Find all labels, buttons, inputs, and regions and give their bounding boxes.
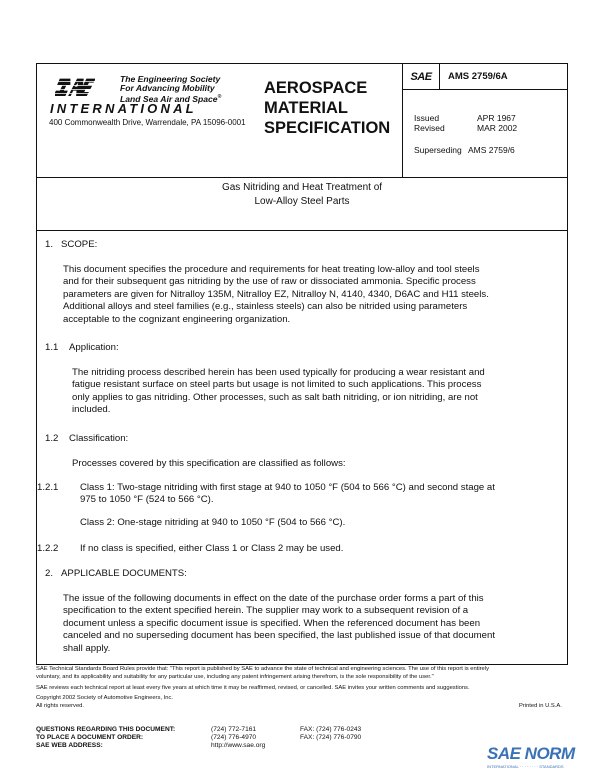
text-line: fatigue resistant surface on steel parts but usage is not limited to such applications. This process — [72, 379, 482, 391]
watermark-text: SAE NORM — [487, 744, 575, 763]
section-1-2-2-number: 1.2.2 — [37, 543, 59, 554]
title-line-2: MATERIAL — [264, 99, 349, 117]
text-line: Class 2: One-stage nitriding at 940 to 1050 °F (504 to 566 °C). — [80, 517, 346, 528]
section-1-heading — [45, 239, 97, 251]
section-title: SCOPE: — [61, 239, 98, 250]
text-line: 975 to 1050 °F (524 to 566 °C). — [80, 494, 214, 506]
small-sae-logo — [403, 64, 440, 89]
footnote-line: voluntary, and its applicability and suitability for any particular use, including any patent infringement arising therefrom, is the sole responsibility of the user." — [36, 674, 434, 680]
section-title: APPLICABLE DOCUMENTS: — [61, 568, 187, 579]
copyright: Copyright 2002 Society of Automotive Engineers, Inc. — [36, 695, 173, 701]
issued-label: Issued — [414, 113, 440, 123]
superseding-label: Superseding — [414, 145, 462, 155]
sae-logo — [55, 74, 95, 102]
scope-paragraph — [63, 264, 489, 326]
web-address-link[interactable]: http://www.sae.org — [211, 742, 266, 749]
subtitle-line-1: Gas Nitriding and Heat Treatment of — [221, 182, 383, 193]
text-line: Additional alloys and steel families (e.g., stainless steels) can also be nitrided using parameters — [63, 301, 468, 313]
text-line: canceled and no superseding document has been specified, the last published issue of that document — [63, 630, 496, 642]
spec-number: AMS 2759/6A — [448, 71, 508, 82]
section-2-heading — [45, 568, 187, 580]
class-2-paragraph — [80, 517, 345, 529]
text-line: If no class is specified, either Class 1 or Class 2 may be used. — [80, 543, 344, 554]
text-line: document unless a specific document issue is specified. When the referenced document has been — [63, 617, 481, 629]
section-number: 1. — [45, 239, 54, 250]
section-number: 2. — [45, 568, 54, 579]
subtitle-line-2: Low-Alloy Steel Parts — [254, 196, 350, 207]
text-line: acceptable to the cognizant engineering organization. — [63, 313, 291, 325]
text-line: The nitriding process described herein has been used typically for producing a wear resistant and — [72, 367, 485, 378]
text-line: shall apply. — [63, 642, 111, 654]
section-title: Classification: — [69, 433, 129, 444]
classification-paragraph — [72, 458, 346, 470]
revised-label: Revised — [414, 123, 445, 133]
revised-value: MAR 2002 — [477, 123, 518, 133]
contact-label: SAE WEB ADDRESS: — [36, 742, 103, 749]
section-number: 1.2 — [45, 433, 59, 444]
rights-reserved: All rights reserved. — [36, 703, 85, 709]
header — [37, 64, 567, 178]
subtitle-divider — [37, 230, 567, 231]
section-1-2-heading — [45, 433, 128, 445]
contact-fax: FAX: (724) 776-0243 — [300, 726, 362, 733]
printed-in: Printed in U.S.A. — [519, 703, 562, 709]
spec-number-row — [403, 64, 568, 90]
text-line: and for their subsequent gas nitriding by the use of raw or dissociated ammonia. Specific process — [63, 276, 476, 288]
text-line: specification to the extent specified herein. The supplier may work to a subsequent revision of a — [63, 605, 469, 617]
text-line: included. — [72, 404, 111, 416]
text-line: This document specifies the procedure and requirements for heat treating low-alloy and tool steels — [63, 264, 480, 275]
sae-norm-watermark — [487, 744, 597, 772]
issued-row — [414, 113, 516, 123]
international-label: INTERNATIONAL — [50, 101, 197, 116]
revised-row — [414, 123, 518, 133]
contact-label: TO PLACE A DOCUMENT ORDER: — [36, 734, 144, 741]
title-line-3: SPECIFICATION — [264, 119, 391, 137]
section-1-2-1-number: 1.2.1 — [37, 482, 59, 493]
document-frame — [36, 63, 568, 665]
text-line: Class 1: Two-stage nitriding with first stage at 940 to 1050 °F (504 to 566 °C) and second stage at — [80, 482, 495, 493]
contact-fax: FAX: (724) 776-0790 — [300, 734, 362, 741]
footnote-line: SAE Technical Standards Board Rules provide that: "This report is published by SAE to advance the state of technical and engineering sciences. The use of this report is entirely — [36, 666, 489, 672]
section-1-1-heading — [45, 342, 119, 354]
applicable-documents-paragraph — [63, 593, 495, 655]
document-subtitle — [37, 181, 567, 209]
title-line-1: AEROSPACE — [264, 79, 368, 97]
superseding-row — [414, 145, 515, 155]
text-line: The issue of the following documents in effect on the date of the purchase order forms a part of this — [63, 593, 484, 604]
contact-phone: (724) 772-7161 — [211, 726, 257, 733]
contact-label: QUESTIONS REGARDING THIS DOCUMENT: — [36, 726, 176, 733]
section-number: 1.1 — [45, 342, 59, 353]
issued-value: APR 1967 — [477, 113, 516, 123]
contact-phone: (724) 776-4970 — [211, 734, 257, 741]
society-line-1: The Engineering Society — [120, 74, 221, 84]
spec-title — [264, 78, 390, 138]
application-paragraph — [72, 367, 485, 417]
small-logo-text: SAE — [410, 70, 432, 83]
class-1-paragraph — [80, 482, 495, 507]
text-line: only applies to gas nitriding. Other processes, such as salt bath nitriding, or ion nitriding, are not — [72, 391, 478, 403]
footnote-line: SAE reviews each technical report at least every five years at which time it may be reaffirmed, revised, or cancelled. SAE invites your written comments and suggestions. — [36, 685, 470, 691]
society-line-3: Land Sea Air and Space — [120, 93, 218, 104]
registered-mark: ® — [217, 94, 222, 100]
superseding-value: AMS 2759/6 — [468, 145, 515, 155]
address: 400 Commonwealth Drive, Warrendale, PA 15096-0001 — [49, 118, 246, 127]
society-name — [120, 75, 221, 104]
default-class-paragraph — [80, 543, 343, 555]
text-line: Processes covered by this specification are classified as follows: — [72, 458, 346, 469]
spec-info-box — [402, 64, 568, 177]
society-line-2: For Advancing Mobility — [120, 83, 215, 93]
text-line: parameters are given for Nitralloy 135M, Nitralloy EZ, Nitralloy N, 4140, 4340, D6AC and H11 steels. — [63, 288, 489, 300]
section-title: Application: — [69, 342, 119, 353]
watermark-subtext: INTERNATIONAL · · · · · · · · STANDARDS — [487, 764, 564, 769]
